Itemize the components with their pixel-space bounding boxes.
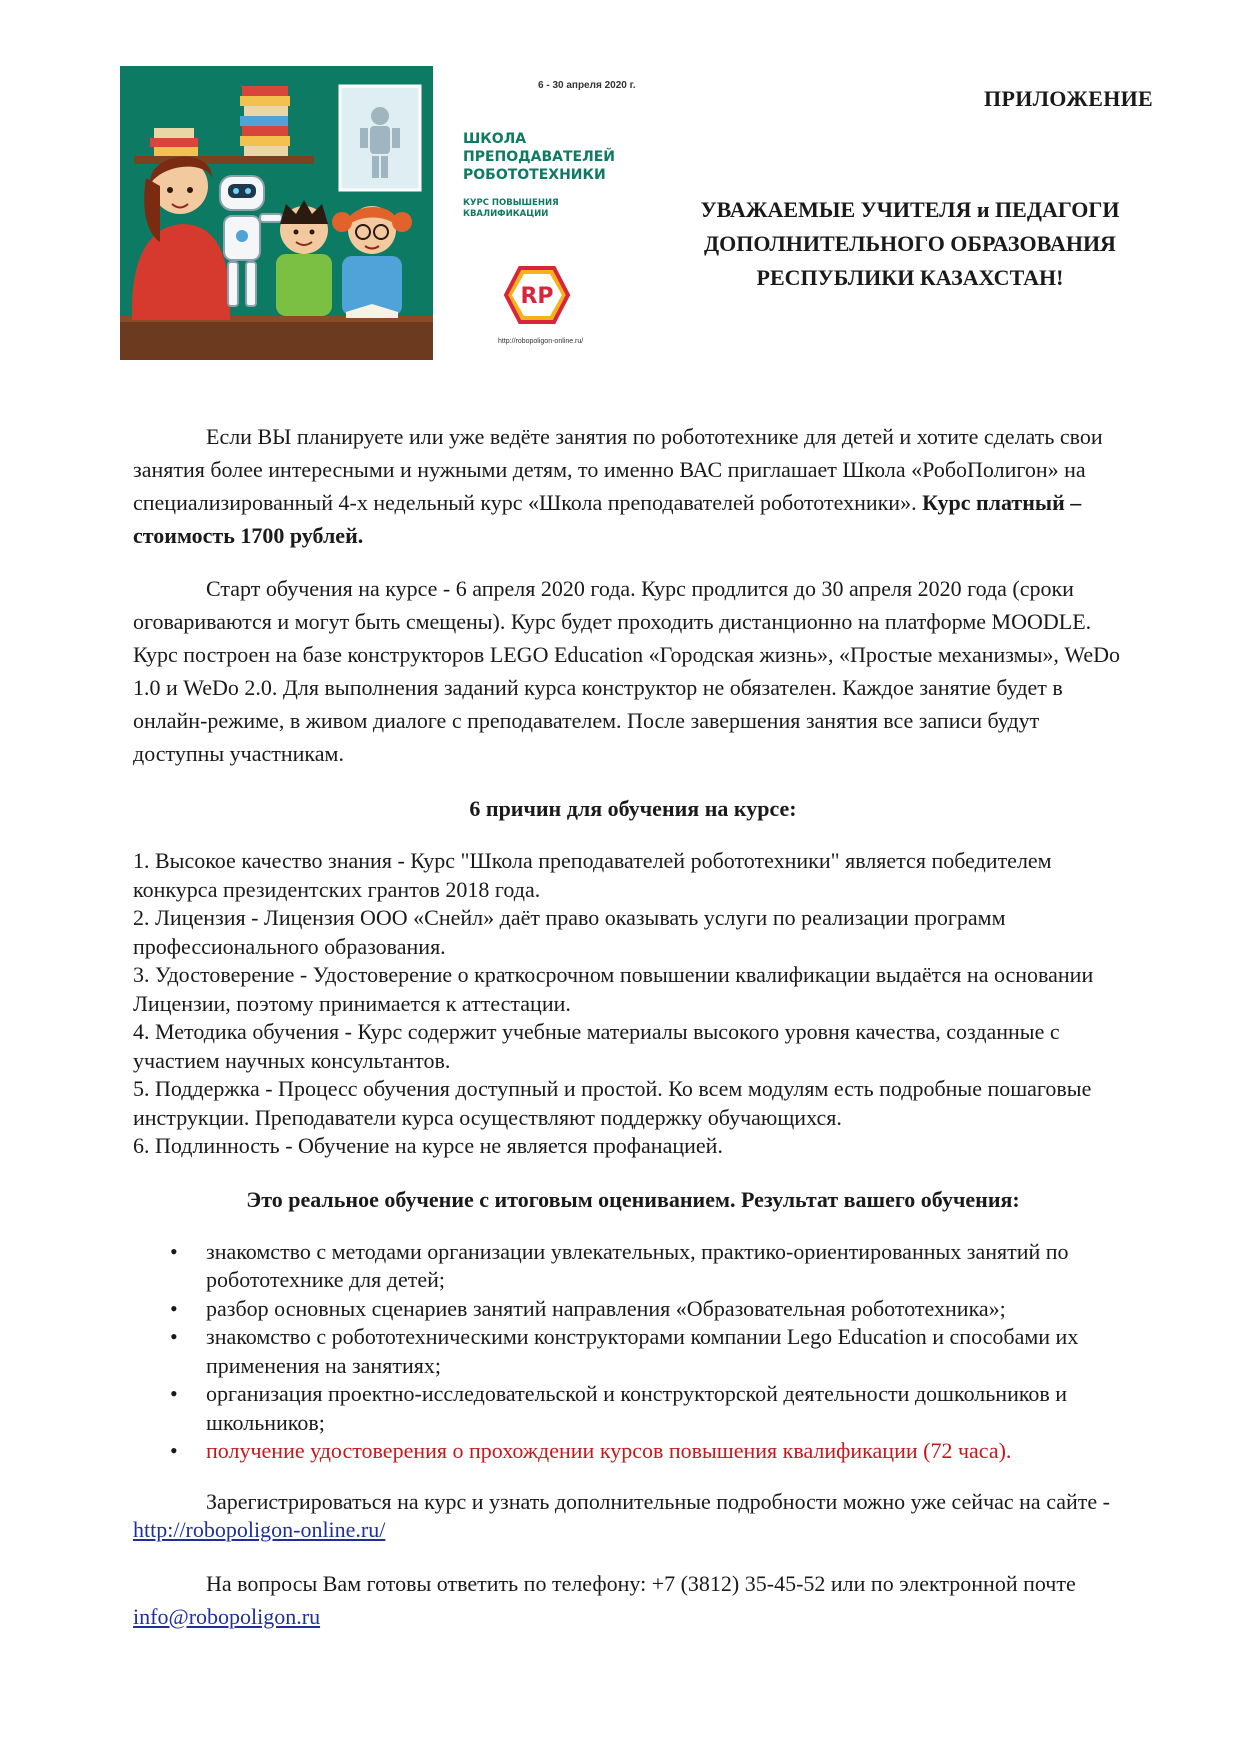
outcomes-list xyxy=(133,1238,1133,1466)
registration-text: Зарегистрироваться на курс и узнать дополнительные подробности можно уже сейчас на сайте - xyxy=(206,1488,1110,1514)
classroom-illustration xyxy=(120,66,433,360)
price-note: Курс платный – стоимость 1700 рублей. xyxy=(133,490,1082,548)
outcomes-heading: Это реальное обучение с итоговым оцениванием. Результат вашего обучения: xyxy=(246,1186,1020,1212)
email-link[interactable]: info@robopoligon.ru xyxy=(133,1603,321,1629)
reason-item: 3. Удостоверение - Удостоверение о краткосрочном повышении квалификации выдаётся на основании Лицензии, поэтому принимается к аттестации. xyxy=(133,962,1094,1016)
robopoligon-logo xyxy=(502,264,572,326)
course-title: ШКОЛА ПРЕПОДАВАТЕЛЕЙ РОБОТОТЕХНИКИ xyxy=(463,131,615,183)
website-link[interactable]: http://robopoligon-online.ru/ xyxy=(133,1517,386,1542)
registration-paragraph xyxy=(133,1488,1133,1545)
contact-text: На вопросы Вам готовы ответить по телефону: +7 (3812) 35-45-52 или по электронной почте xyxy=(206,1570,1076,1596)
outcome-item: • знакомство с робототехническими конструкторами компании Lego Education и способами их применения на занятиях; xyxy=(133,1323,1133,1380)
reason-item: 6. Подлинность - Обучение на курсе не является профанацией. xyxy=(133,1133,723,1158)
logo-text: RP xyxy=(520,284,554,309)
greeting-line: УВАЖАЕМЫЕ УЧИТЕЛЯ и ПЕДАГОГИ xyxy=(700,197,1120,222)
start-paragraph: Старт обучения на курсе - 6 апреля 2020 года. Курс продлится до 30 апреля 2020 года (сроки оговариваются и могут быть смещены). Курс будет проходить дистанционно на платформе MOODLE. Курс построен на базе конструкторов LEGO Education «Городская жизнь», «Простые механизмы», WeDo 1.0 и WeDo 2.0. Для выполнения заданий курса конструктор не обязателен. Каждое занятие будет в онлайн-режиме, в живом диалоге с преподавателем. После завершения занятия все записи будут доступны участникам. xyxy=(133,576,1121,766)
outcome-item: • организация проектно-исследовательской и конструкторской деятельности дошкольников и школьников; xyxy=(133,1380,1133,1437)
greeting-line: ДОПОЛНИТЕЛЬНОГО ОБРАЗОВАНИЯ xyxy=(704,231,1116,256)
reason-item: 1. Высокое качество знания - Курс "Школа преподавателей робототехники" является победителем конкурса президентских грантов 2018 года. xyxy=(133,848,1052,902)
reasons-heading: 6 причин для обучения на курсе: xyxy=(469,796,797,821)
appendix-label: ПРИЛОЖЕНИЕ xyxy=(984,86,1153,111)
reasons-list xyxy=(133,847,1133,1161)
reason-item: 2. Лицензия - Лицензия ООО «Снейл» даёт право оказывать услуги по реализации программ профессионального образования. xyxy=(133,905,1006,959)
reason-item: 4. Методика обучения - Курс содержит учебные материалы высокого уровня качества, созданные с участием научных консультантов. xyxy=(133,1019,1060,1073)
outcome-item-certificate: • получение удостоверения о прохождении курсов повышения квалификации (72 часа). xyxy=(133,1437,1133,1466)
course-subtitle: КУРС ПОВЫШЕНИЯ КВАЛИФИКАЦИИ xyxy=(463,198,559,219)
greeting-line: РЕСПУБЛИКИ КАЗАХСТАН! xyxy=(756,265,1064,290)
greeting-heading xyxy=(640,193,1180,295)
intro-paragraph xyxy=(133,420,1133,552)
course-dates: 6 - 30 апреля 2020 г. xyxy=(538,80,636,91)
outcome-item: • разбор основных сценариев занятий направления «Образовательная робототехника»; xyxy=(133,1295,1133,1324)
reason-item: 5. Поддержка - Процесс обучения доступный и простой. Ко всем модулям есть подробные пошаговые инструкции. Преподаватели курса осуществляют поддержку обучающихся. xyxy=(133,1076,1092,1130)
course-banner xyxy=(120,66,647,360)
contact-paragraph xyxy=(133,1567,1133,1633)
outcome-item: • знакомство с методами организации увлекательных, практико-ориентированных занятий по робототехнике для детей; xyxy=(133,1238,1133,1295)
intro-text: Если ВЫ планируете или уже ведёте занятия по робототехнике для детей и хотите сделать свои занятия более интересными и нужными детям, то именно ВАС приглашает Школа «РобоПолигон» на специализированный 4-х недельный курс «Школа преподавателей робототехники». xyxy=(133,424,1103,515)
banner-url: http://robopoligon-online.ru/ xyxy=(498,338,584,345)
letter-body xyxy=(133,420,1133,1655)
